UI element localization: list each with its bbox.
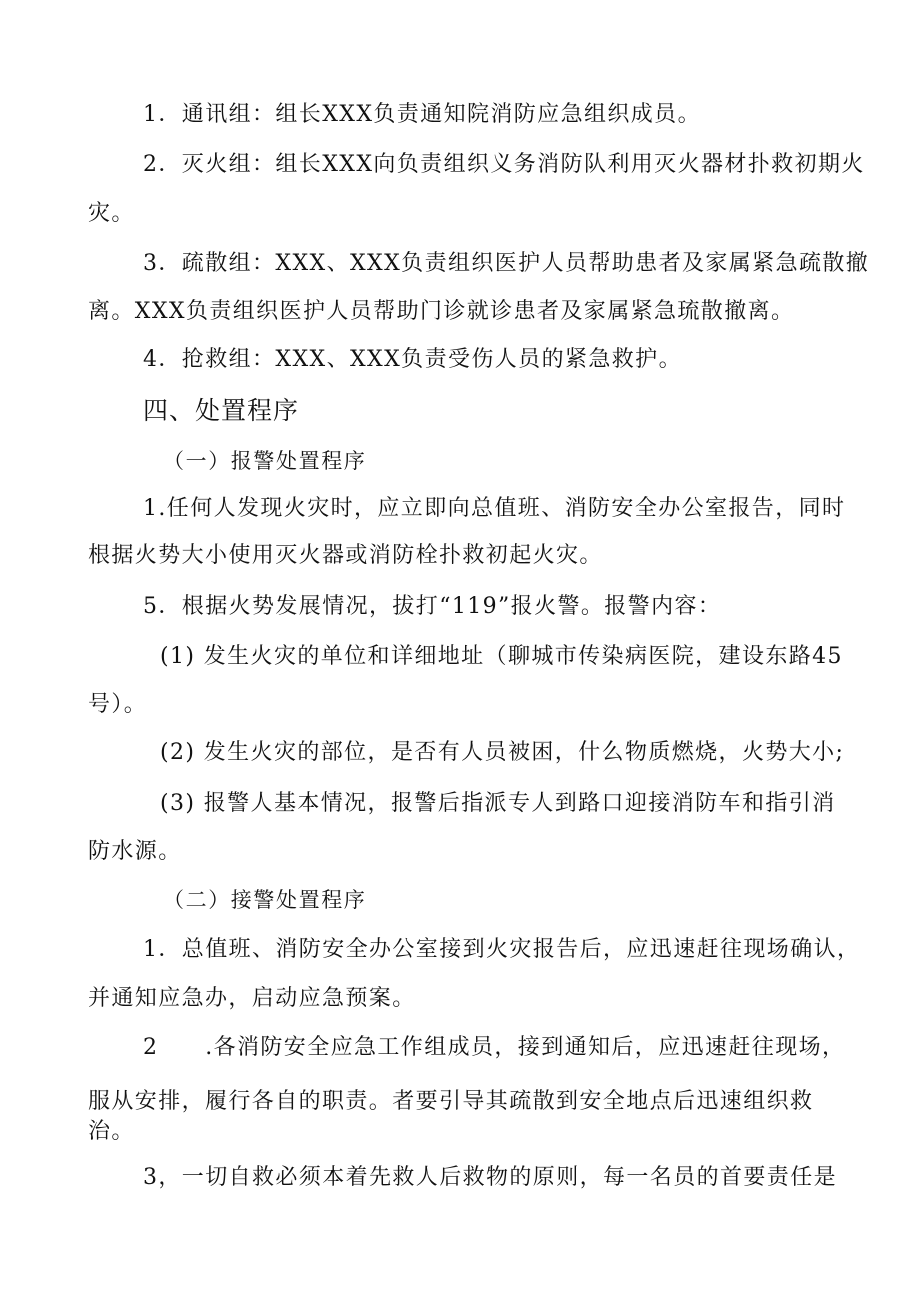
paragraph-alarm-1-cont: 根据火势大小使用灭火器或消防栓扑救初起火灾。 [88, 543, 603, 568]
paragraph-report-item-2: (2) 发生火灾的部位，是否有人员被困，什么物质燃烧，火势大小; [160, 740, 845, 765]
paragraph-receive-3: 3，一切自救必须本着先救人后救物的原则，每一名员的首要责任是 [143, 1165, 837, 1190]
paragraph-alarm-5: 5．根据火势发展情况，拔打“119”报火警。报警内容： [143, 594, 722, 619]
paragraph-report-item-1-cont: 号）。 [88, 692, 148, 717]
paragraph-alarm-1: 1.任何人发现火灾时，应立即向总值班、消防安全办公室报告，同时 [143, 496, 846, 521]
paragraph-receive-2: 2 .各消防安全应急工作组成员，接到通知后，应迅速赶往现场， [143, 1035, 846, 1060]
paragraph-receive-2-cont: 服从安排，履行各自的职责。者要引导其疏散到安全地点后迅速组织救 [88, 1089, 814, 1114]
paragraph-report-item-3-cont: 防水源。 [88, 839, 182, 864]
paragraph-report-item-1: (1) 发生火灾的单位和详细地址（聊城市传染病医院，建设东路45 [160, 644, 843, 669]
paragraph-evacuation-group-cont: 离。XXX负责组织医护人员帮助门诊就诊患者及家属紧急琉散撤离。 [88, 299, 795, 324]
paragraph-receive-1: 1．总值班、消防安全办公室接到火灾报告后，应迅速赶往现场确认， [143, 937, 861, 962]
paragraph-report-item-3: (3) 报警人基本情况，报警后指派专人到路口迎接消防车和指引消 [160, 791, 836, 816]
subheading-alarm-procedure: （一）报警处置程序 [163, 449, 367, 473]
paragraph-receive-2-end: 治。 [88, 1119, 135, 1144]
paragraph-rescue-group: 4．抢救组：XXX、XXX负责受伤人员的紧急救护。 [143, 347, 682, 372]
subheading-receive-alarm-procedure: （二）接警处置程序 [163, 888, 367, 912]
paragraph-communication-group: 1．通讯组：组长XXX负责通知院消防应急组织成员。 [143, 102, 701, 127]
paragraph-firefighting-group: 2．灭火组：组长XXX向负责组织义务消防队利用灭火器材扑救初期火 [143, 152, 865, 177]
section-heading-procedures: 四、处置程序 [143, 396, 300, 425]
paragraph-evacuation-group: 3．疏散组：XXX、XXX负责组织医护人员帮助患者及家属紧急疏散撤 [143, 251, 870, 276]
paragraph-receive-1-cont: 并通知应急办，启动应急预案。 [88, 986, 416, 1011]
paragraph-firefighting-group-cont: 灾。 [88, 201, 135, 226]
